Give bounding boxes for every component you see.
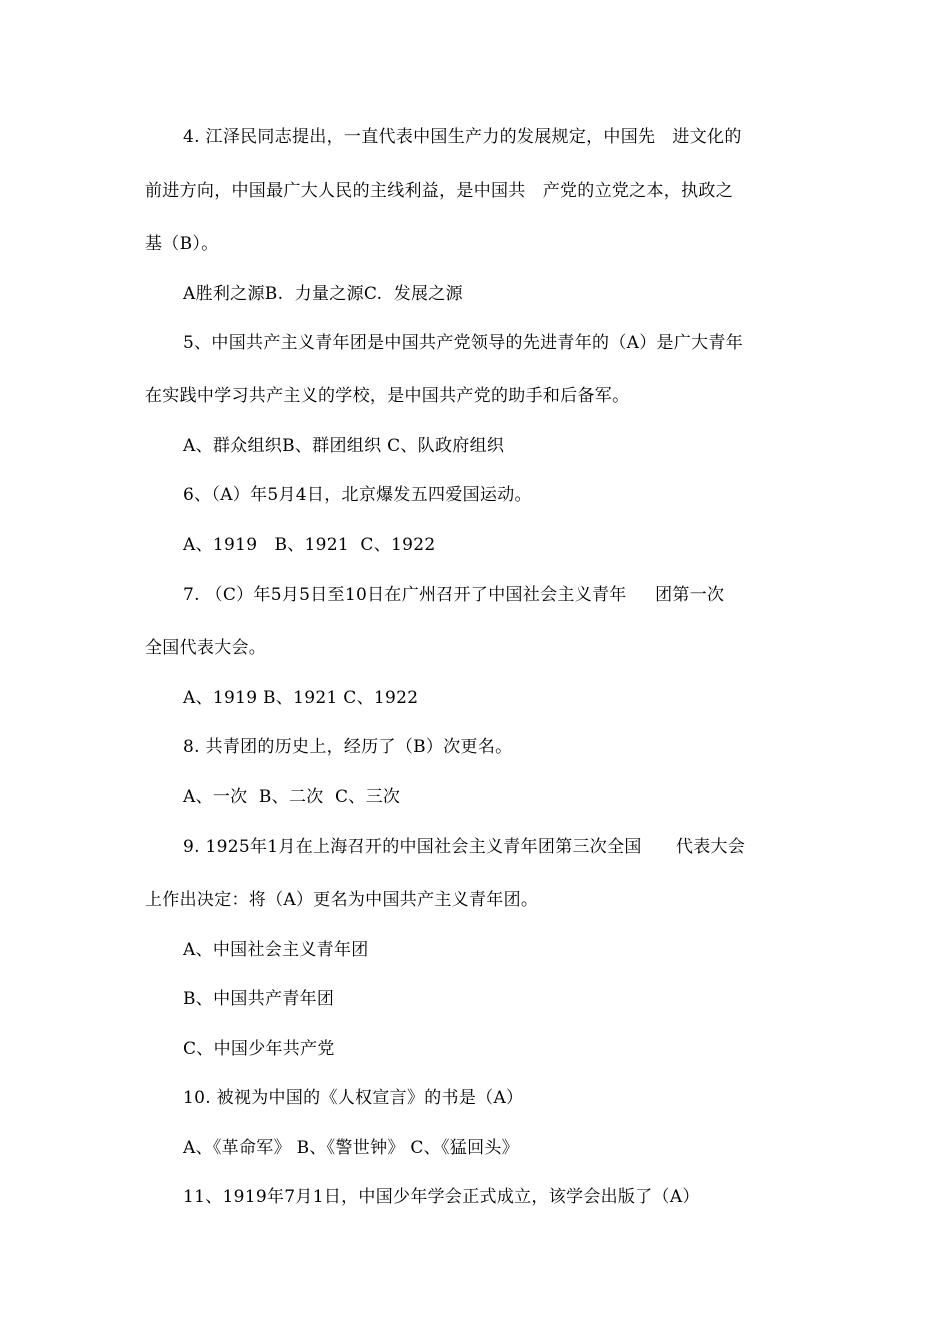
question-9-line-2: 上作出决定：将（A）更名为中国共产主义青年团。 [145, 890, 539, 910]
question-4-options: A胜利之源B. 力量之源C. 发展之源 [183, 284, 463, 304]
question-7-options: A、1919 B、1921 C、1922 [183, 688, 419, 708]
question-6-options: A、1919 B、1921 C、1922 [183, 535, 436, 555]
question-8-options: A、一次 B、二次 C、三次 [183, 787, 401, 807]
question-6-line-1: 6、（A）年5月4日，北京爆发五四爱国运动。 [183, 485, 532, 505]
question-9-option-b: B、中国共产青年团 [183, 989, 335, 1009]
question-7-line-1: 7. （C）年5月5日至10日在广州召开了中国社会主义青年 团第一次 [183, 585, 725, 605]
question-5-line-1: 5、中国共产主义青年团是中国共产党领导的先进青年的（A）是广大青年 [183, 333, 743, 353]
question-10-options: A、《革命军》 B、《警世钟》 C、《猛回头》 [183, 1138, 519, 1158]
question-4-line-3: 基（B）。 [145, 234, 219, 254]
question-9-option-c: C、中国少年共产党 [183, 1039, 335, 1059]
question-9-option-a: A、中国社会主义青年团 [183, 940, 369, 960]
question-7-line-2: 全国代表大会。 [145, 638, 267, 658]
question-10-line-1: 10. 被视为中国的《人权宣言》的书是（A） [183, 1088, 524, 1108]
question-5-options: A、群众组织B、群团组织 C、队政府组织 [183, 436, 505, 456]
question-11-line-1: 11、1919年7月1日，中国少年学会正式成立，该学会出版了（A） [183, 1187, 700, 1207]
question-9-line-1: 9. 1925年1月在上海召开的中国社会主义青年团第三次全国 代表大会 [183, 837, 746, 857]
question-8-line-1: 8. 共青团的历史上，经历了（B）次更名。 [183, 737, 513, 757]
question-4-line-2: 前进方向，中国最广大人民的主线利益，是中国共 产党的立党之本，执政之 [145, 181, 734, 201]
question-5-line-2: 在实践中学习共产主义的学校，是中国共产党的助手和后备军。 [145, 386, 630, 406]
question-4-line-1: 4. 江泽民同志提出，一直代表中国生产力的发展规定，中国先 进文化的 [183, 127, 742, 147]
